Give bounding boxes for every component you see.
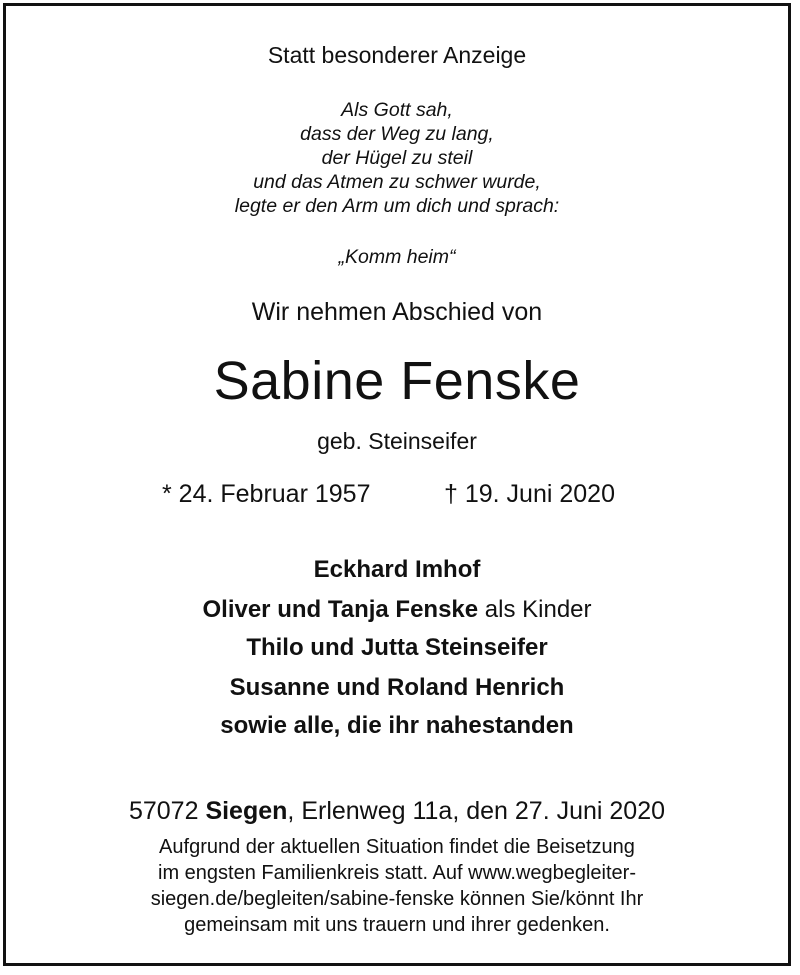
postal-code: 57072: [128, 797, 206, 825]
death-date: † 19. Juni 2020: [444, 480, 615, 508]
deceased-name: Sabine Fenske: [213, 351, 581, 411]
mourner-line: sowie alle, die ihr nahestanden: [220, 712, 574, 739]
poem-quote: „Komm heim“: [338, 246, 456, 268]
note-line: gemeinsam mit uns trauern und ihrer gedenken.: [184, 914, 610, 936]
life-dates: [6, 480, 788, 512]
mourner-names: Oliver und Tanja Fenske: [202, 596, 479, 623]
poem-line: der Hügel zu steil: [321, 147, 473, 169]
poem-line: dass der Weg zu lang,: [300, 123, 494, 145]
address-rest: , Erlenweg 11a, den 27. Juni 2020: [287, 797, 666, 825]
birth-name: geb. Steinseifer: [317, 428, 477, 454]
birth-date: * 24. Februar 1957: [162, 480, 371, 508]
poem-line: Als Gott sah,: [341, 99, 453, 121]
poem-line: legte er den Arm um dich und sprach:: [234, 195, 560, 217]
mourner-relation: als Kinder: [478, 596, 592, 623]
note-line: im engsten Familienkreis statt. Auf www.wegbegleiter-: [158, 862, 636, 884]
mourner-line: Eckhard Imhof: [313, 556, 481, 583]
city: Siegen: [205, 797, 288, 825]
note-line: siegen.de/begleiten/sabine-fenske können Sie/könnt Ihr: [150, 888, 644, 910]
notice-heading: Statt besonderer Anzeige: [267, 42, 527, 68]
obituary-notice: [3, 3, 791, 966]
mourner-line: [6, 596, 788, 624]
poem-line: und das Atmen zu schwer wurde,: [253, 171, 541, 193]
farewell-text: Wir nehmen Abschied von: [251, 298, 543, 326]
note-line: Aufgrund der aktuellen Situation findet die Beisetzung: [159, 836, 635, 858]
address-line: [6, 797, 788, 826]
mourner-line: Susanne und Roland Henrich: [229, 674, 565, 701]
mourner-line: Thilo und Jutta Steinseifer: [246, 634, 548, 661]
